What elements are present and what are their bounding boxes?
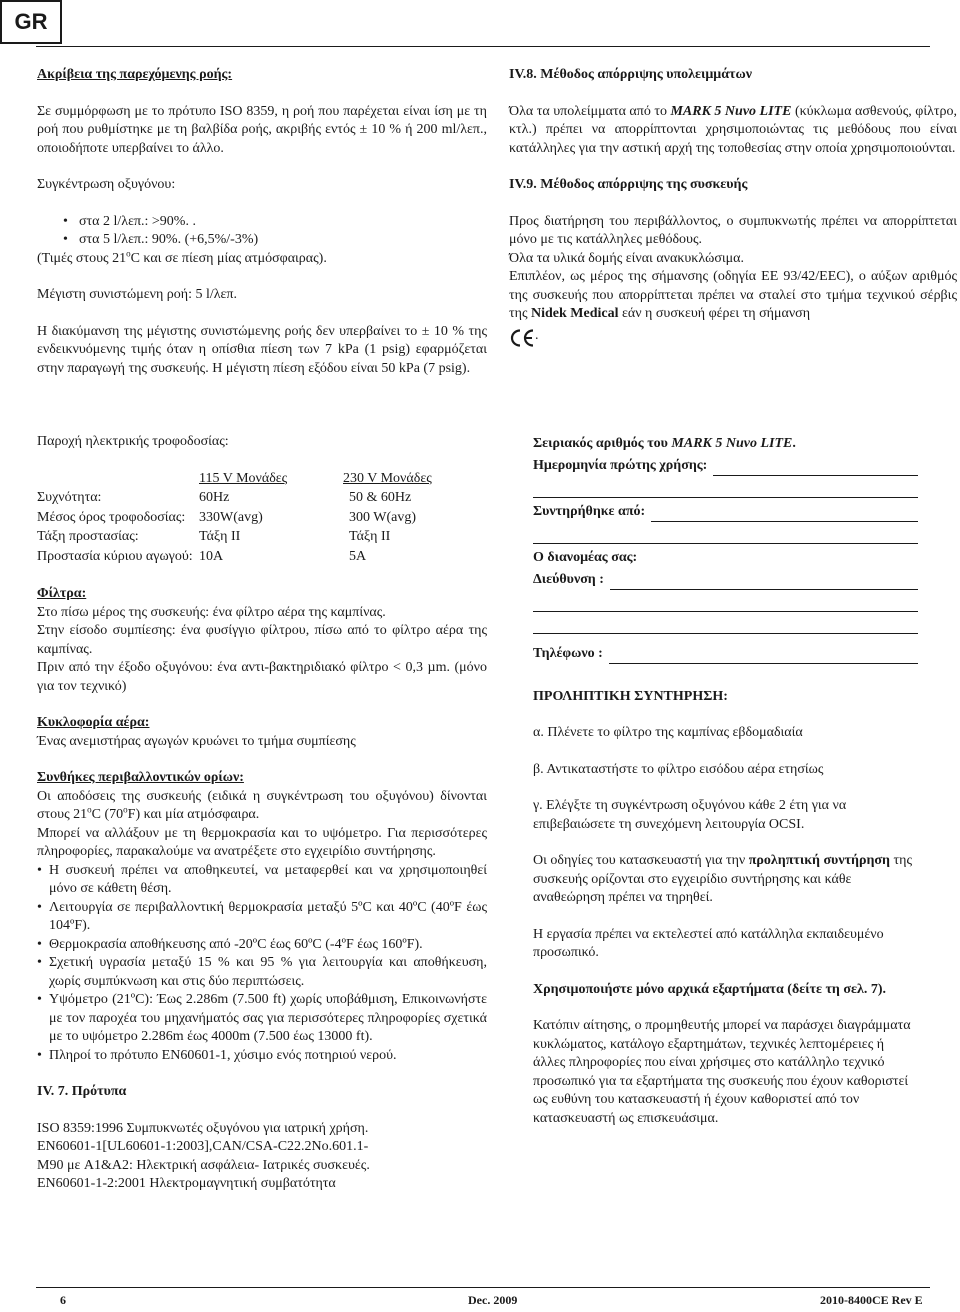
env-item: • Θερμοκρασία αποθήκευσης από -20ºC έως 60ºC (-4ºF έως 160ºF). xyxy=(37,936,487,955)
env-heading: Συνθήκες περιβαλλοντικών ορίων: xyxy=(37,770,244,785)
disposal-waste-heading: IV.8. Μέθοδος απόρριψης υπολειμμάτων xyxy=(509,67,752,82)
air-text: Ένας ανεμιστήρας αγωγών κρυώνει το τμήμα συμπίεσης xyxy=(37,733,356,749)
standards-line: ISO 8359:1996 Συμπυκνωτές οξυγόνου για ιατρική χρήση. xyxy=(37,1120,369,1136)
env-item: • Λειτουργία σε περιβαλλοντική θερμοκρασία μεταξύ 5ºC και 40ºC (40ºF έως 104ºF). xyxy=(37,899,487,936)
o2-note: (Τιμές στους 21$^o$C και σε πίεση μίας ατμόσφαιρας). xyxy=(37,247,327,266)
env-item: • Υψόμετρο (21ºC): Έως 2.286m (7.500 ft) χωρίς υποβάθμιση, Επικοινωνήστε με τον παροχέα του μηχανήματός σας για περισσότερες πληροφορίες σχετικά με το υψόμετρο 2.286m έως 4000m (7.500 έως 13000 ft). xyxy=(37,991,487,1047)
standards-heading: IV. 7. Πρότυπα xyxy=(37,1084,127,1099)
maint-a: α. Πλένετε το φίλτρο της καμπίνας εβδομαδιαία xyxy=(533,725,803,740)
o2-item: • στα 2 l/λεπ.: >90%. . xyxy=(37,213,487,232)
o2-item: • στα 5 l/λεπ.: 90%. (+6,5%/-3%) xyxy=(37,231,487,250)
maint-request: Κατόπιν αίτησης, ο προμηθευτής μπορεί να παράσχει διαγράμματα κυκλώματος, κατάλογο εξαρτημάτων, τεχνικές λεπτομέρειες ή άλλες πληροφορίες που είναι χρήσιμες στο κατάλληλο τεχνικό προσωπικό για τα εξαρτήματα της συσκευής που έχουν καθοριστεί ως ευθύνη του κατασκευαστή ή έχουν καθοριστεί από τον κατασκευαστή ως επισκευάσιμα. xyxy=(533,1018,911,1126)
right-column-bottom xyxy=(533,435,918,1128)
right-column-top xyxy=(509,66,957,348)
form-blank-line[interactable] xyxy=(533,522,918,544)
power-table xyxy=(37,470,432,568)
table-row: Τάξη προστασίας: Τάξη II Τάξη II xyxy=(37,529,391,544)
table-row: Συχνότητα: 60Hz 50 & 60Hz xyxy=(37,490,412,505)
standards-line: EN60601-1[UL60601-1:2003],CAN/CSA-C22.2No.601.1- xyxy=(37,1139,369,1154)
disposal-waste-text: Όλα τα υπολείμματα από το MARK 5 Nuvo LITE (κύκλωμα ασθενούς, φίλτρο, κτλ.) πρέπει να απορρίπτονται χρησιμοποιώντας τις μεθόδους που είναι κατάλληλες για την αστική αρχή της τοποθεσίας στην οποία χρησιμοποιούνται. xyxy=(509,103,958,156)
maint-work: Η εργασία πρέπει να εκτελεστεί από κατάλληλα εκπαιδευμένο προσωπικό. xyxy=(533,926,884,960)
form-serial-label: Σειριακός αριθμός του MARK 5 Nuvo LITE. xyxy=(533,436,796,451)
ce-mark-icon xyxy=(509,328,535,348)
filters-line: Στο πίσω μέρος της συσκευής: ένα φίλτρο αέρα της καμπίνας. xyxy=(37,604,386,620)
standards-line: M90 με A1&A2: Ηλεκτρική ασφάλεια- Ιατρικές συσκευές. xyxy=(37,1157,370,1173)
form-phone-field[interactable]: Τηλέφωνο : xyxy=(533,642,918,664)
form-blank-line[interactable] xyxy=(533,590,918,612)
disposal-device-text2: Όλα τα υλικά δομής είναι ανακυκλώσιμα. xyxy=(509,250,745,266)
env-item: • Πληροί το πρότυπο EN60601-1, χύσιμο ενός ποτηριού νερού. xyxy=(37,1047,487,1066)
footer-rule xyxy=(36,1287,930,1288)
footer-doc-ref: 2010-8400CE Rev E xyxy=(820,1293,923,1307)
filters-line: Πριν από την έξοδο οξυγόνου: ένα αντι-βακτηριδιακό φίλτρο < 0,3 µm. (μόνο για τον τεχνικό) xyxy=(37,660,487,694)
env-item: • Η συσκευή πρέπει να αποθηκευτεί, να μεταφερθεί και να χρησιμοποιηθεί μόνο σε κάθετη θέση. xyxy=(37,862,487,899)
env-intro: Οι αποδόσεις της συσκευής (ειδικά η συγκέντρωση του οξυγόνου) δίνονται στους 21$^o$C (70$^o$F) και μία ατμόσφαιρα. xyxy=(37,788,487,822)
form-blank-line[interactable] xyxy=(533,476,918,498)
form-distributor-field[interactable]: Ο διανομέας σας: xyxy=(533,550,638,565)
footer-date: Dec. 2009 xyxy=(468,1293,518,1307)
disposal-device-heading: IV.9. Μέθοδος απόρριψης της συσκευής xyxy=(509,177,748,192)
env-item: • Σχετική υγρασία μεταξύ 15 % και 95 % για λειτουργία και αποθήκευση, χωρίς συμπύκνωση και στις δύο περιπτώσεις. xyxy=(37,954,487,991)
form-serviced-field[interactable]: Συντηρήθηκε από: xyxy=(533,500,918,522)
filters-line: Στην είσοδο συμπίεσης: ένα φυσίγγιο φίλτρου, πίσω από το φίλτρο αέρα της καμπίνας. xyxy=(37,623,487,657)
filters-heading: Φίλτρα: xyxy=(37,586,87,601)
header-rule xyxy=(36,46,930,47)
maintenance-heading: ΠΡΟΛΗΠΤΙΚΗ ΣΥΝΤΗΡΗΣΗ: xyxy=(533,688,728,704)
power-heading: Παροχή ηλεκτρικής τροφοδοσίας: xyxy=(37,434,229,449)
max-flow: Μέγιστη συνιστώμενη ροή: 5 l/λεπ. xyxy=(37,287,237,302)
standards-line: EN60601-1-2:2001 Ηλεκτρομαγνητική συμβατότητα xyxy=(37,1176,336,1191)
maint-guide: Οι οδηγίες του κατασκευαστή για την προληπτική συντήρηση της συσκευής ορίζονται στο εγχειρίδιο συντήρησης και κάθε αναθεώρηση πρέπει να τηρηθεί. xyxy=(533,853,912,905)
fluctuation-text: Η διακύμανση της μέγιστης συνιστώμενης ροής δεν υπερβαίνει το ± 10 % της ενδεικνυόμενης τιμής όταν η οπίσθια πίεση των 7 kPa (1 psig) εφαρμόζεται στην παραγωγή της συσκευής. Η μέγιστη πίεση εξόδου είναι 50 kPa (7 psig). xyxy=(37,323,487,376)
maint-c: γ. Ελέγξτε τη συγκέντρωση οξυγόνου κάθε 2 έτη για να επιβεβαιώσετε τη συνεχόμενη λειτουργία OCSI. xyxy=(533,798,847,832)
form-first-use-field[interactable]: Ημερομηνία πρώτης χρήσης: xyxy=(533,454,918,476)
power-col-230: 230 V Μονάδες xyxy=(343,470,432,486)
maint-b: β. Αντικαταστήστε το φίλτρο εισόδου αέρα ετησίως xyxy=(533,761,824,777)
air-heading: Κυκλοφορία αέρα: xyxy=(37,715,150,730)
language-code-box: GR xyxy=(0,0,62,44)
flow-accuracy-heading: Ακρίβεια της παρεχόμενης ροής: xyxy=(37,67,233,82)
left-column-bottom xyxy=(37,433,487,1194)
maint-original: Χρησιμοποιήστε μόνο αρχικά εξαρτήματα (δείτε τη σελ. 7). xyxy=(533,981,887,997)
table-row: Προστασία κύριου αγωγού: 10A 5A xyxy=(37,548,367,564)
left-column-top xyxy=(37,66,487,378)
form-blank-line[interactable] xyxy=(533,612,918,634)
disposal-device-text: Προς διατήρηση του περιβάλλοντος, ο συμπυκνωτής πρέπει να απορρίπτεται μόνο με τις κατάλληλες μεθόδους. xyxy=(509,213,957,247)
flow-accuracy-text: Σε συμμόρφωση με το πρότυπο ISO 8359, η ροή που παρέχεται είναι ίση με τη ροή που ρυθμίστηκε με τη βαλβίδα ροής, ακριβής εντός ± 10 % ή 200 ml/λεπ., οποιοδήποτε υπερβαίνει το άλλο. xyxy=(37,103,487,156)
disposal-device-text3: Επιπλέον, ως μέρος της σήμανσης (οδηγία ΕΕ 93/42/EEC), ο αύξων αριθμός της συσκευής που απορρίπτεται πρέπει να σταλεί στο τμήμα τεχνικού σέρβις της Nidek Medical εάν η συσκευή φέρει τη σήμανση xyxy=(509,269,957,321)
form-address-field[interactable]: Διεύθυνση : xyxy=(533,568,918,590)
env-intro-b: Μπορεί να αλλάξουν με τη θερμοκρασία και το υψόμετρο. Για περισσότερες πληροφορίες, παρακαλούμε να ανατρέξετε στο εγχειρίδιο συντήρησης. xyxy=(37,825,487,859)
footer-page-number: 6 xyxy=(60,1293,66,1307)
table-row: Μέσος όρος τροφοδοσίας: 330W(avg) 300 W(avg) xyxy=(37,509,416,525)
ce-mark-line: . xyxy=(509,324,957,348)
power-col-115: 115 V Μονάδες xyxy=(199,470,288,486)
o2-heading: Συγκέντρωση οξυγόνου: xyxy=(37,177,176,192)
